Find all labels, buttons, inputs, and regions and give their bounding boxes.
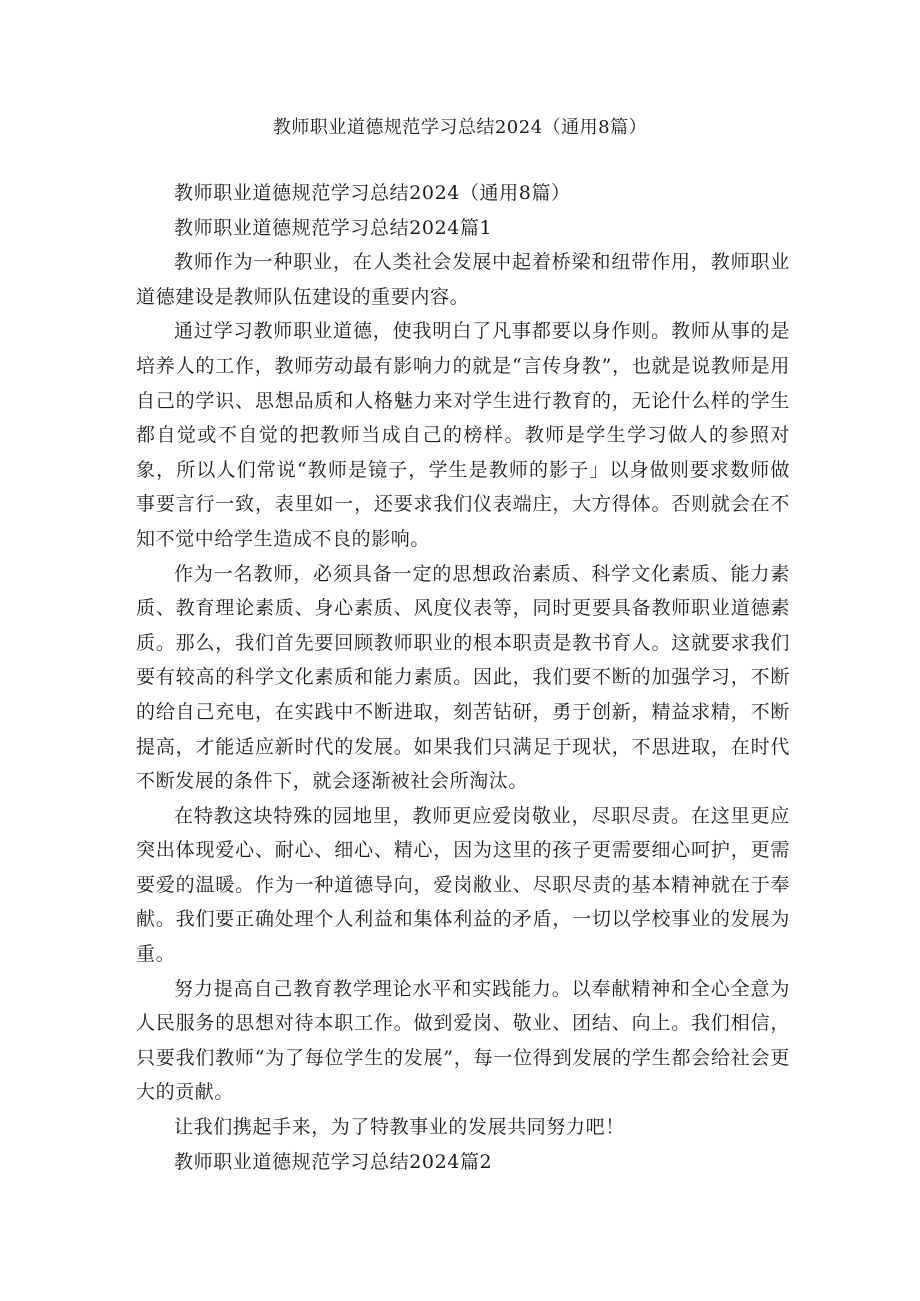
paragraph: 让我们携起手来，为了特教事业的发展共同努力吧！: [174, 1116, 625, 1139]
section-heading-1: 教师职业道德规范学习总结2024篇1: [174, 216, 493, 239]
document-body: [136, 176, 790, 1179]
paragraph: 教师作为一种职业，在人类社会发展中起着桥梁和纽带作用，教师职业道德建设是教师队伍建设的重要内容。: [136, 251, 790, 308]
paragraph: 在特教这块特殊的园地里，教师更应爱岗敬业，尽职尽责。在这里更应突出体现爱心、耐心、细心、精心，因为这里的孩子更需要细心呵护，更需要爱的温暖。作为一种道德导向，爱岗敝业、尽职尽责的基本精神就在于奉献。我们要正确处理个人利益和集体利益的矛盾，一切以学校事业的发展为重。: [136, 804, 790, 966]
document-title: 教师职业道德规范学习总结2024（通用8篇）: [272, 117, 648, 138]
paragraph-subtitle: 教师职业道德规范学习总结2024（通用8篇）: [174, 182, 571, 204]
paragraph: 通过学习教师职业道德，使我明白了凡事都要以身作则。教师从事的是培养人的工作，教师劳动最有影响力的就是“言传身教”，也就是说教师是用自己的学识、思想品质和人格魅力来对学生进行教育的，无论什么样的学生都自觉或不自觉的把教师当成自己的榜样。教师是学生学习做人的参照对象，所以人们常说“教师是镜子，学生是教师的影子」以身做则要求数师做事要言行一致，表里如一，还要求我们仪表端庄，大方得体。否则就会在不知不觉中给学生造成不良的影响。: [136, 320, 790, 550]
section-heading-2: 教师职业道德规范学习总结2024篇2: [174, 1150, 493, 1173]
paragraph: 努力提高自己教育教学理论水平和实践能力。以奉献精神和全心全意为人民服务的思想对待本职工作。做到爱岗、敬业、团结、向上。我们相信，只要我们教师“为了每位学生的发展”，每一位得到发展的学生都会给社会更大的贡献。: [136, 977, 790, 1104]
paragraph: 作为一名教师，必须具备一定的思想政治素质、科学文化素质、能力素质、教育理论素质、身心素质、风度仪表等，同时更要具备教师职业道德素质。那么，我们首先要回顾教师职业的根本职责是教书育人。这就要求我们要有较高的科学文化素质和能力素质。因此，我们要不断的加强学习，不断的给自己充电，在实践中不断进取，刻苦钻研，勇于创新，精益求精，不断提高，才能适应新时代的发展。如果我们只满足于现状，不思进取，在时代不断发展的条件下，就会逐渐被社会所淘汰。: [136, 562, 790, 793]
